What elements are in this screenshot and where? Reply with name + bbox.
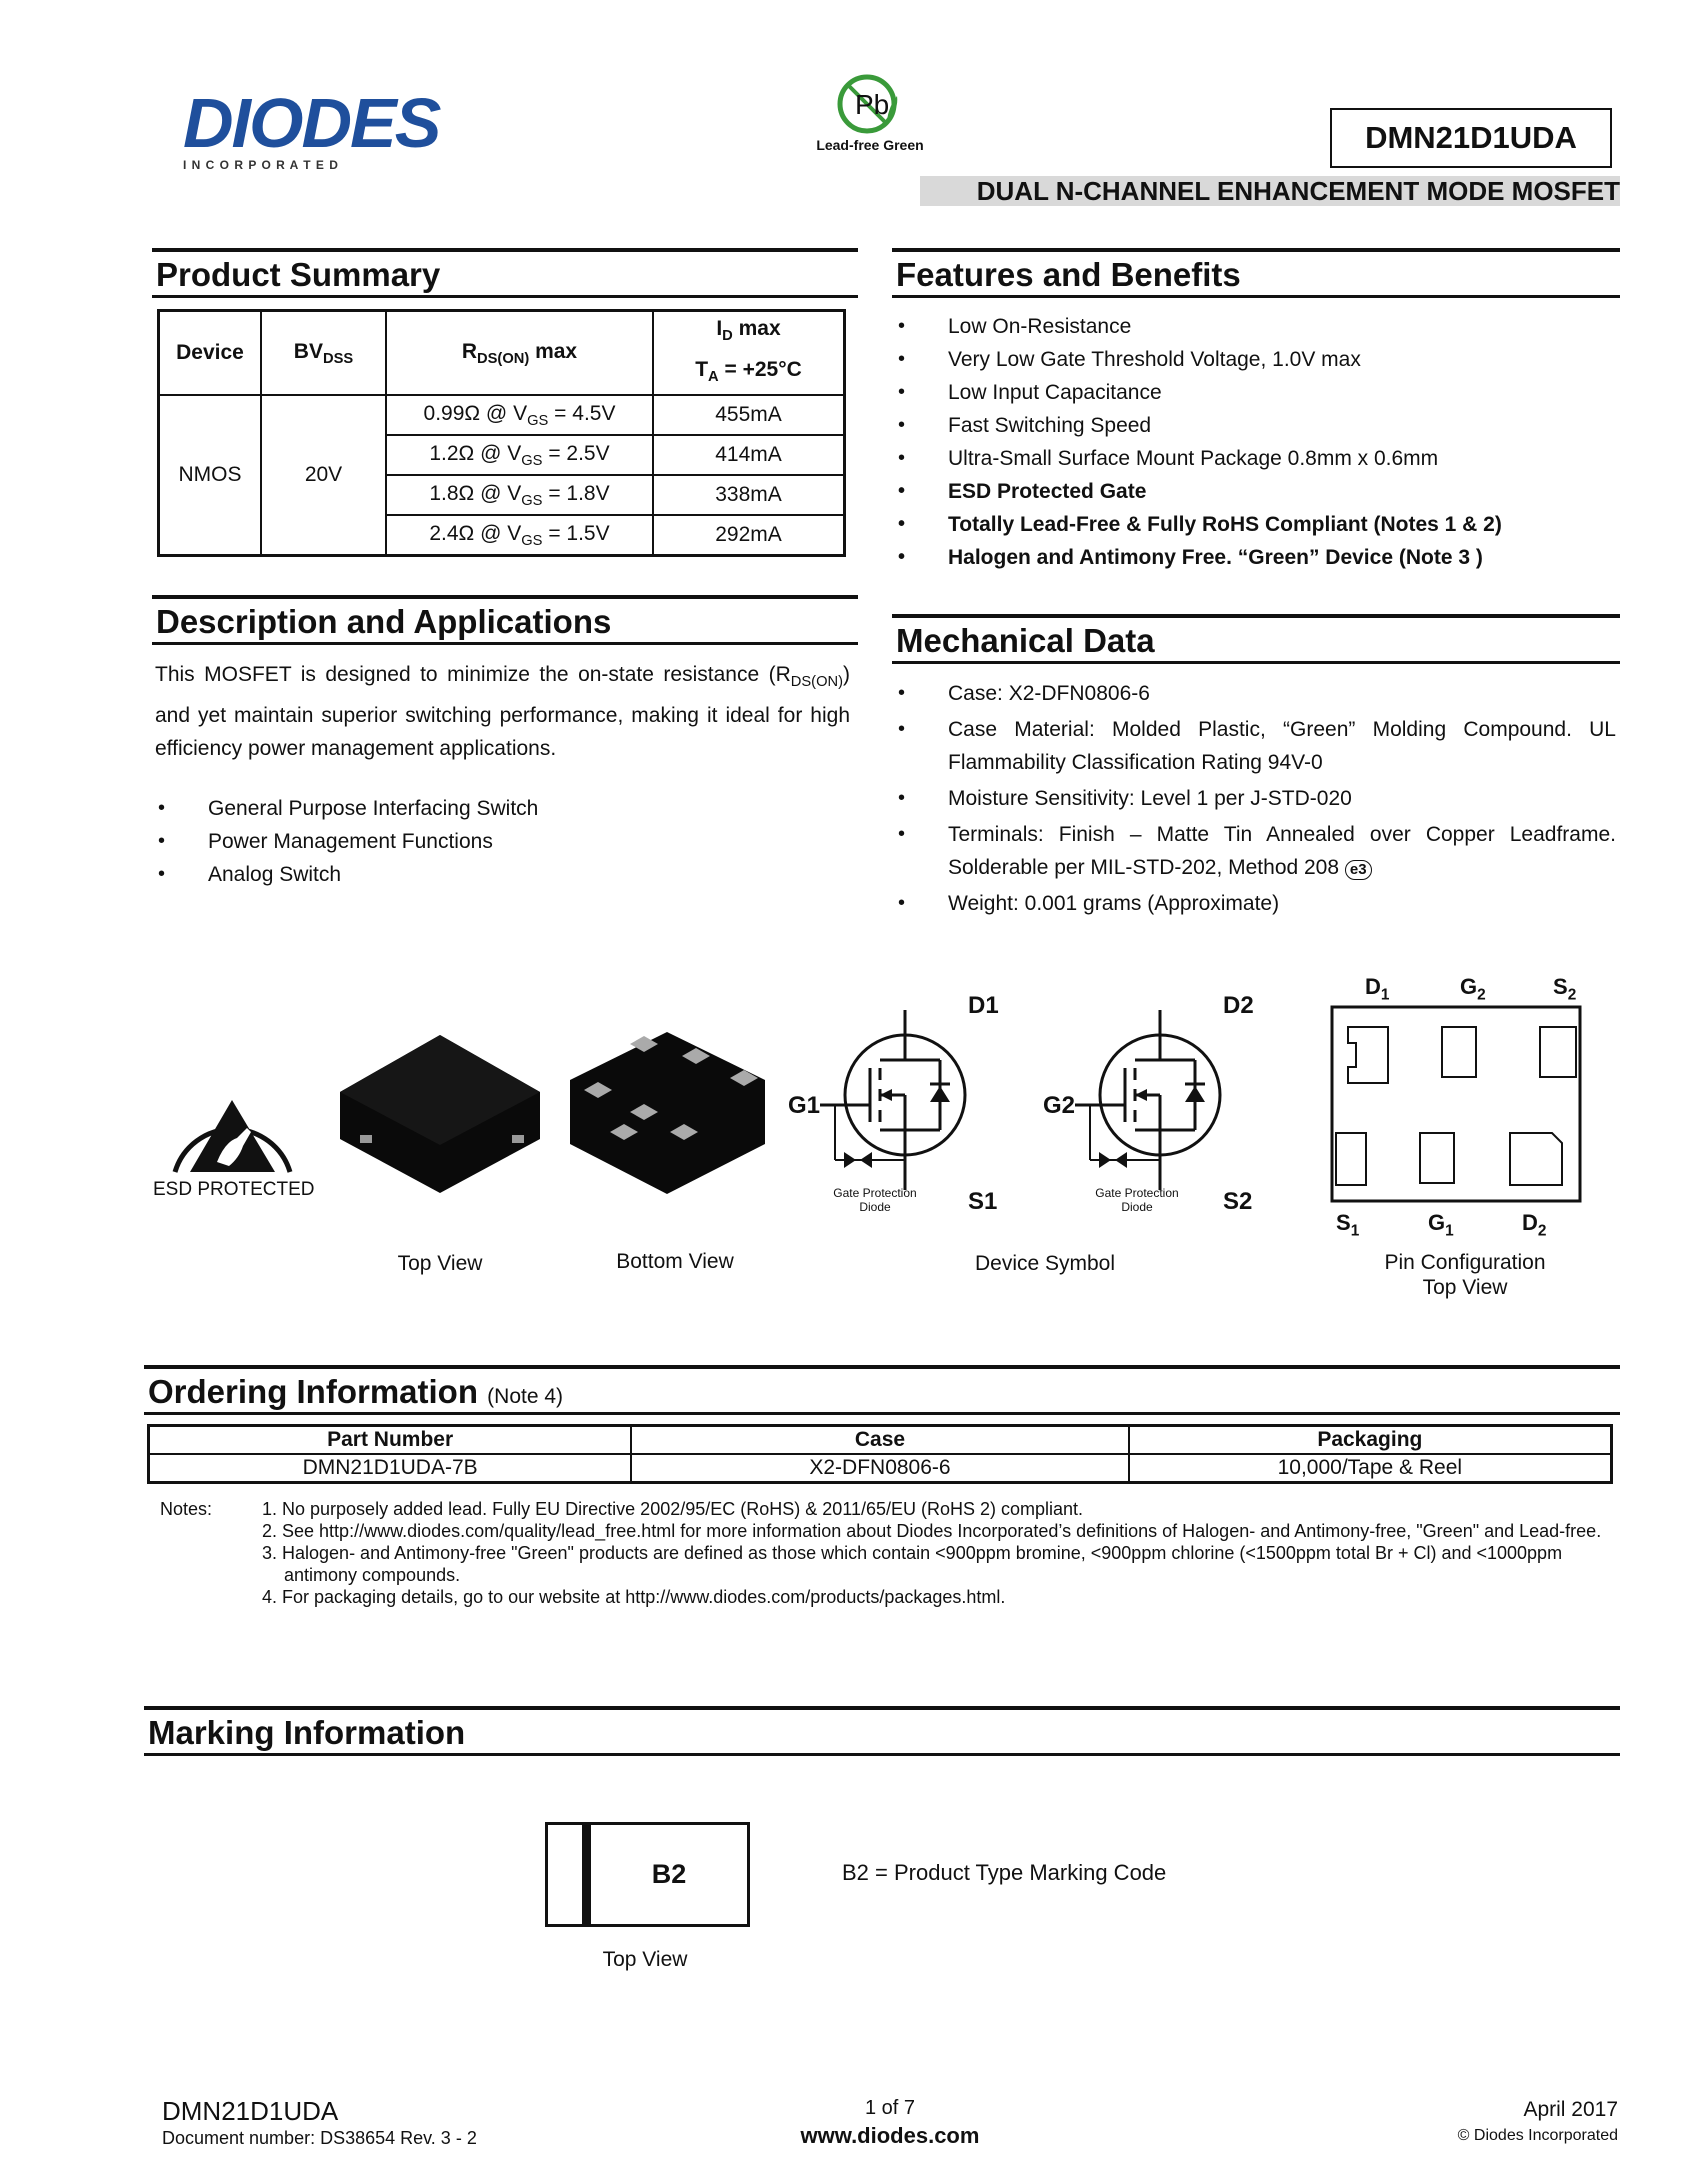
- pin-letter: S: [1336, 1210, 1351, 1235]
- list-item: • Fast Switching Speed: [898, 409, 1618, 442]
- footer-doc: Document number: DS38654 Rev. 3 - 2: [162, 2128, 477, 2148]
- vgs-value: = 2.5V: [542, 441, 610, 465]
- packaging-cell: 10,000/Tape & Reel: [1129, 1454, 1612, 1483]
- note-item: 3. Halogen- and Antimony-free "Green" products are defined as those which contain <900ppm bromine, <900ppm chlorine (<1500ppm total Br + Cl) and <1000ppm antimony compounds.: [262, 1543, 1563, 1585]
- list-item: • Weight: 0.001 grams (Approximate): [898, 887, 1616, 920]
- col-bvdss-sub: DSS: [322, 350, 354, 367]
- pin-number: 2: [1477, 986, 1486, 1004]
- features-heading: Features and Benefits: [892, 248, 1620, 298]
- rds-sub: GS: [527, 412, 549, 429]
- e3-icon: e3: [1345, 860, 1372, 880]
- label-d2: D2: [1223, 992, 1254, 1019]
- id-value: 455mA: [653, 395, 845, 435]
- table-row: [149, 1454, 1612, 1483]
- gate-protection-text: Gate Protection: [833, 1186, 917, 1200]
- table-row: [386, 515, 653, 555]
- pin-number: 2: [1537, 1222, 1547, 1240]
- terminals-text: Terminals: Finish – Matte Tin Annealed over Copper Leadframe. Solderable per MIL-STD-202, Method 208: [948, 823, 1616, 879]
- gate-protection-label-1: [830, 1186, 920, 1214]
- device-cell: NMOS: [159, 395, 262, 555]
- col-id-label: I: [716, 317, 723, 340]
- svg-text:Pb: Pb: [855, 89, 890, 120]
- rds-sub: GS: [521, 492, 543, 509]
- id-value: 414mA: [653, 435, 845, 475]
- table-row: [386, 395, 653, 435]
- label-g2: G2: [1043, 1092, 1076, 1119]
- list-item: • Low On-Resistance: [898, 310, 1618, 343]
- leadfree-label: Lead-free Green: [816, 137, 924, 153]
- applications-list: [158, 792, 848, 891]
- description-paragraph: [155, 658, 850, 765]
- bottom-view-caption: Bottom View: [616, 1250, 734, 1273]
- esd-label: ESD PROTECTED: [153, 1179, 315, 1200]
- note-item: 4. For packaging details, go to our website at http://www.diodes.com/products/packages.html.: [262, 1587, 1006, 1607]
- marking-heading: Marking Information: [144, 1706, 1620, 1756]
- pin-config-caption: [1355, 1250, 1575, 1300]
- col-rdson-sub: DS(ON): [477, 350, 530, 367]
- esd-protected-icon: [165, 1080, 305, 1185]
- list-item: • Halogen and Antimony Free. “Green” Device (Note 3 ): [898, 541, 1618, 574]
- id-value: 292mA: [653, 515, 845, 555]
- list-item: • Totally Lead-Free & Fully RoHS Compliant (Notes 1 & 2): [898, 508, 1618, 541]
- list-item: • Moisture Sensitivity: Level 1 per J-STD-020: [898, 782, 1616, 815]
- top-view-caption: Top View: [397, 1252, 483, 1275]
- pin-number: 1: [1350, 1222, 1360, 1240]
- device-symbol-caption: Device Symbol: [974, 1252, 1116, 1275]
- col-bvdss: [261, 311, 386, 396]
- marking-top-view: Top View: [602, 1948, 688, 1971]
- ordering-header: Packaging: [1129, 1426, 1612, 1455]
- label-g1: G1: [788, 1092, 821, 1119]
- label-d1: D1: [968, 992, 999, 1019]
- marking-code: B2: [651, 1859, 687, 1889]
- note-item: 1. No purposely added lead. Fully EU Directive 2002/95/EC (RoHS) & 2011/65/EU (RoHS 2) compliant.: [262, 1499, 1084, 1519]
- col-ta-label: T: [695, 358, 709, 382]
- pin-config-sub: Top View: [1422, 1276, 1508, 1299]
- vgs-value: = 1.5V: [542, 521, 610, 545]
- footer-site: www.diodes.com: [800, 2123, 980, 2148]
- rds-sub: GS: [521, 532, 543, 549]
- part-number-box: [1330, 108, 1612, 168]
- list-item: • Power Management Functions: [158, 825, 848, 858]
- description-text-a: This MOSFET is designed to minimize the on-state resistance (R: [155, 663, 791, 686]
- pin-config-title: Pin Configuration: [1384, 1251, 1546, 1274]
- pin-letter: G: [1460, 974, 1478, 999]
- gate-protection-label-2: [1092, 1186, 1182, 1214]
- rds-value: 1.2Ω @ V: [429, 441, 522, 465]
- list-item: • Low Input Capacitance: [898, 376, 1618, 409]
- label-s2: S2: [1223, 1188, 1253, 1215]
- mechanical-list: [898, 677, 1616, 920]
- list-item: • Case: X2-DFN0806-6: [898, 677, 1616, 710]
- ordering-header: Part Number: [149, 1426, 632, 1455]
- vgs-value: = 4.5V: [548, 401, 616, 425]
- col-rdson-label: R: [461, 339, 478, 363]
- features-list: [898, 310, 1618, 574]
- col-ta-suffix: = +25°C: [718, 358, 802, 382]
- ordering-note: (Note 4): [487, 1385, 564, 1408]
- description-text-b: ) and yet maintain superior switching performance, making it ideal for high efficiency power management applications.: [155, 663, 850, 761]
- col-device: [159, 311, 262, 396]
- rds-value: 1.8Ω @ V: [429, 481, 522, 505]
- footer-page: 1 of 7: [864, 2097, 916, 2119]
- col-id-suffix: max: [732, 317, 781, 340]
- list-item: [898, 818, 1616, 884]
- logo-subtext: I N C O R P O R A T E D: [183, 158, 339, 172]
- pin-label-s2: [1553, 974, 1576, 1004]
- package-bottom-view: [570, 1032, 765, 1194]
- pin-label-d2: [1522, 1210, 1546, 1240]
- footer-part: DMN21D1UDA: [162, 2096, 339, 2126]
- ordering-header: Case: [631, 1426, 1128, 1455]
- list-item: • Case Material: Molded Plastic, “Green” Molding Compound. UL Flammability Classification Rating 94V-0: [898, 713, 1616, 779]
- product-summary-table: [157, 309, 846, 557]
- pin-number: 2: [1567, 986, 1577, 1004]
- bvdss-cell: 20V: [261, 395, 386, 555]
- col-ta-sub: A: [708, 369, 719, 386]
- leadfree-icon: [835, 70, 905, 136]
- list-item: • Very Low Gate Threshold Voltage, 1.0V max: [898, 343, 1618, 376]
- rds-value: 0.99Ω @ V: [423, 401, 528, 425]
- pin-number: 1: [1380, 986, 1390, 1004]
- col-bvdss-label: BV: [293, 339, 323, 363]
- list-item: • Analog Switch: [158, 858, 848, 891]
- pin-configuration-diagram: [1330, 1005, 1585, 1205]
- id-value: 338mA: [653, 475, 845, 515]
- col-device-label: Device: [176, 341, 244, 365]
- pin-label-d1: [1365, 974, 1389, 1004]
- pin-letter: D: [1522, 1210, 1538, 1235]
- pin1-bar: [582, 1825, 591, 1924]
- gate-protection-text: Gate Protection: [1095, 1186, 1179, 1200]
- notes-list: [262, 1498, 1602, 1608]
- col-rdson: [386, 311, 653, 396]
- pin-letter: G: [1428, 1210, 1446, 1235]
- ordering-table: [147, 1424, 1613, 1484]
- part-number: DMN21D1UDA: [1365, 120, 1577, 155]
- pin-number: 1: [1445, 1222, 1454, 1240]
- mechanical-heading: Mechanical Data: [892, 614, 1620, 664]
- footer-date: April 2017: [1523, 2098, 1618, 2121]
- ordering-title: Ordering Information: [148, 1373, 478, 1410]
- pin-letter: S: [1553, 974, 1568, 999]
- device-subtitle: DUAL N-CHANNEL ENHANCEMENT MODE MOSFET: [920, 176, 1620, 206]
- pin-letter: D: [1365, 974, 1381, 999]
- leadfree-badge: [805, 70, 935, 160]
- footer-copyright: © Diodes Incorporated: [1457, 2127, 1618, 2144]
- col-id-sub: D: [722, 328, 733, 345]
- label-s1: S1: [968, 1188, 998, 1215]
- logo-text: DIODES: [183, 84, 440, 162]
- description-sub: DS(ON): [790, 674, 843, 691]
- case-cell: X2-DFN0806-6: [631, 1454, 1128, 1483]
- pin-label-g2: [1460, 974, 1486, 1004]
- part-number-cell: DMN21D1UDA-7B: [149, 1454, 632, 1483]
- diodes-logo: [183, 84, 483, 172]
- notes-label: Notes:: [160, 1499, 213, 1519]
- list-item: • Ultra-Small Surface Mount Package 0.8mm x 0.6mm: [898, 442, 1618, 475]
- pin-label-g1: [1428, 1210, 1454, 1240]
- col-id: [653, 311, 845, 396]
- description-heading: Description and Applications: [152, 595, 858, 645]
- col-rdson-suffix: max: [529, 339, 578, 363]
- note-item: 2. See http://www.diodes.com/quality/lead_free.html for more information about Diodes Incorporated’s definitions of Halogen- and Antimony-free, "Green" and Lead-free.: [262, 1521, 1602, 1541]
- table-row: [386, 475, 653, 515]
- ordering-heading: [144, 1365, 1620, 1415]
- vgs-value: = 1.8V: [542, 481, 610, 505]
- marking-box: [545, 1822, 750, 1927]
- list-item: • General Purpose Interfacing Switch: [158, 792, 848, 825]
- diode-text: Diode: [859, 1200, 891, 1214]
- package-top-view: [340, 1035, 540, 1195]
- marking-legend: B2 = Product Type Marking Code: [842, 1860, 1167, 1885]
- diode-text: Diode: [1121, 1200, 1153, 1214]
- product-summary-heading: Product Summary: [152, 248, 858, 298]
- table-row: [386, 435, 653, 475]
- rds-value: 2.4Ω @ V: [429, 521, 522, 545]
- list-item: • ESD Protected Gate: [898, 475, 1618, 508]
- rds-sub: GS: [521, 452, 543, 469]
- pin-label-s1: [1336, 1210, 1359, 1240]
